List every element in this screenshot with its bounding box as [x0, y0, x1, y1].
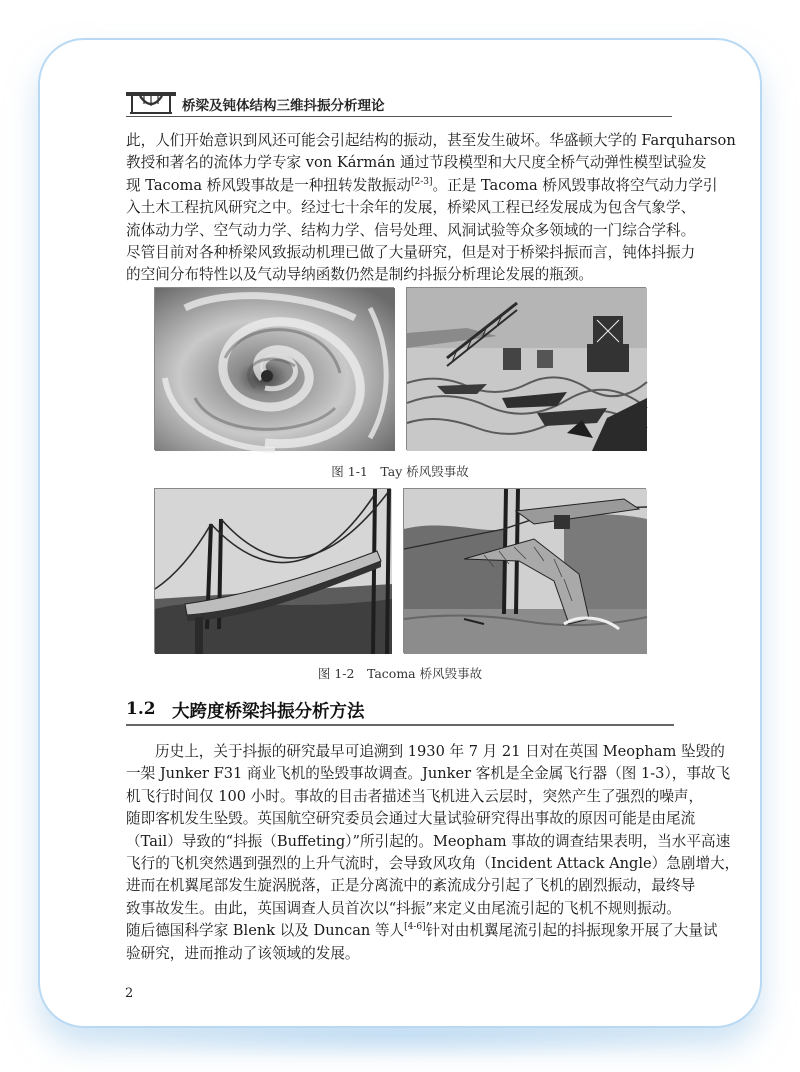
text-line	[126, 175, 718, 197]
tacoma-bridge-photo-2	[403, 488, 646, 653]
section-title: 大跨度桥梁抖振分析方法	[172, 702, 365, 722]
text-line: 历史上，关于抖振的研究最早可追溯到 1930 年 7 月 21 日对在英国 Meopham 坠毁的	[155, 743, 725, 760]
tacoma-bridge-image-1	[155, 489, 392, 654]
section-rule	[126, 724, 674, 726]
text-line: 尽管目前对各种桥梁风致振动机理已做了大量研究，但是对于桥梁抖振而言，钝体抖振力	[126, 244, 696, 262]
intro-paragraph	[126, 130, 736, 287]
text-line: 机飞行时间仅 100 小时。事故的目击者描述当飞机进入云层时，突然产生了强烈的噪声，	[126, 787, 704, 805]
text-line: 入土木工程抗风研究之中。经过七十余年的发展，桥梁风工程已经发展成为包含气象学、	[126, 199, 696, 217]
text-line: 的空间分布特性以及气动导纳函数仍然是制约抖振分析理论发展的瓶颈。	[126, 266, 594, 284]
text-line: 随即客机发生坠毁。英国航空研究委员会通过大量试验研究得出事故的原因可能是由尾流	[126, 810, 696, 828]
tacoma-bridge-image-2	[404, 489, 647, 654]
figure-1-1-caption: 图 1-1 Tay 桥风毁事故	[331, 464, 469, 479]
bridge-logo-icon	[126, 90, 176, 116]
tay-bridge-image	[407, 288, 647, 451]
tay-bridge-engraving	[406, 287, 646, 450]
text-segment: 针对由机翼尾流引起的抖振现象开展了大量试	[425, 922, 718, 940]
text-line: 致事故发生。由此，英国调查人员首次以“抖振”来定义由尾流引起的飞机不规则振动。	[126, 899, 681, 917]
text-segment: 。正是 Tacoma 桥风毁事故将空气动力学引	[432, 176, 718, 194]
citation-ref: [2-3]	[411, 176, 433, 187]
running-header	[90, 90, 672, 122]
section-heading	[126, 696, 674, 726]
figure-1-2-caption: 图 1-2 Tacoma 桥风毁事故	[317, 666, 483, 681]
body-paragraph	[126, 741, 740, 965]
text-segment: 现 Tacoma 桥风毁事故是一种扭转发散振动	[126, 176, 411, 194]
text-line: 流体动力学、空气动力学、结构力学、信号处理、风洞试验等众多领域的一门综合学科。	[126, 221, 696, 239]
citation-ref: [4-6]	[404, 922, 426, 933]
header-title: 桥梁及钝体结构三维抖振分析理论	[182, 98, 385, 114]
tacoma-bridge-photo-1	[154, 488, 391, 653]
text-line: 教授和著名的流体力学专家 von Kármán 通过节段模型和大尺度全桥气动弹性模型试验发	[126, 154, 707, 172]
text-line: 此，人们开始意识到风还可能会引起结构的振动，甚至发生破坏。华盛顿大学的 Farquharson	[126, 132, 736, 149]
text-line	[126, 920, 718, 942]
text-line: 飞行的飞机突然遇到强烈的上升气流时，会导致风攻角（Incident Attack Angle）急剧增大，	[126, 855, 740, 873]
text-line: 验研究，进而推动了该领域的发展。	[126, 944, 360, 962]
text-segment: 随后德国科学家 Blenk 以及 Duncan 等人	[126, 922, 405, 940]
header-rule	[126, 116, 672, 117]
text-line: 进而在机翼尾部发生旋涡脱落，正是分离流中的紊流成分引起了飞机的剧烈振动，最终导	[126, 877, 696, 895]
hurricane-photo	[154, 287, 394, 450]
page-number: 2	[125, 986, 134, 1001]
text-line: （Tail）导致的“抖振（Buffeting）”所引起的。Meopham 事故的调查结果表明，当水平高速	[126, 832, 731, 850]
text-line: 一架 Junker F31 商业飞机的坠毁事故调查。Junker 客机是全金属飞行器（图 1-3），事故飞	[126, 765, 731, 783]
hurricane-image	[155, 288, 395, 451]
section-number: 1.2	[126, 699, 156, 719]
